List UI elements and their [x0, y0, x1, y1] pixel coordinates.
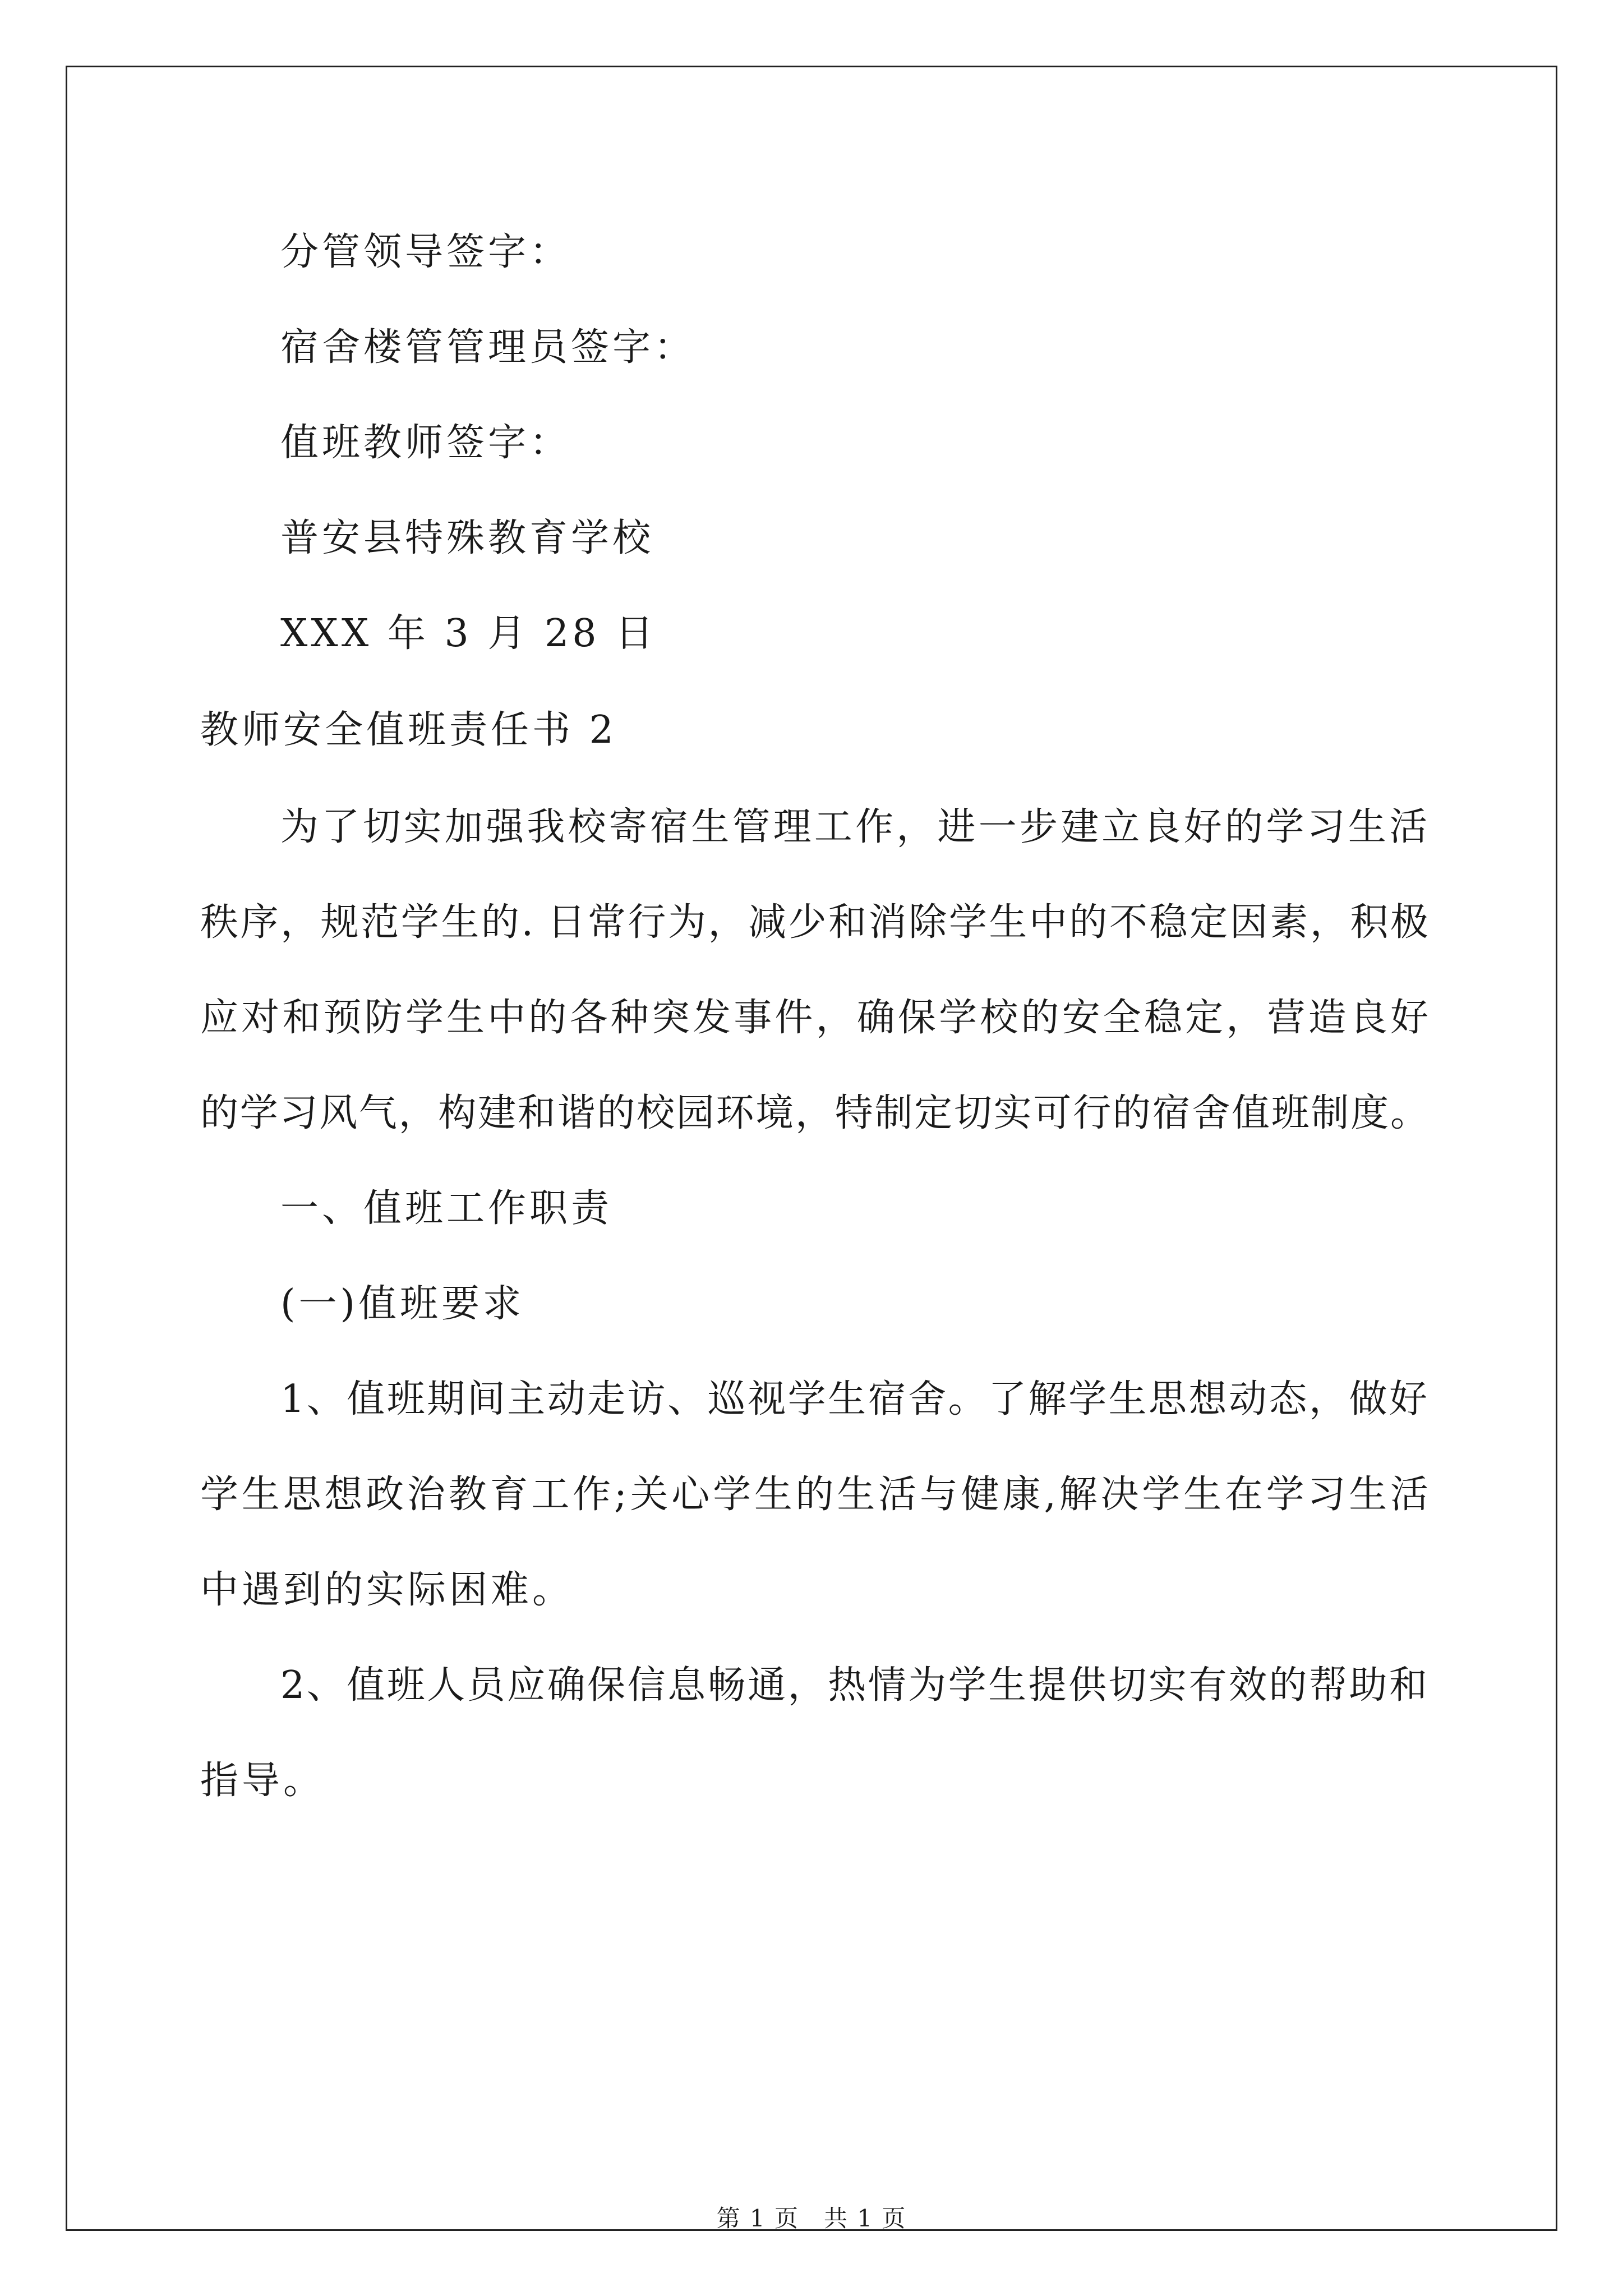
page-border	[66, 66, 1557, 2231]
item-1-line-1: 1、值班期间主动走访、巡视学生宿舍。了解学生思想动态，做好	[280, 1377, 1427, 1421]
signature-dorm-manager: 宿舍楼管管理员签字：	[280, 325, 696, 370]
item-1-line-2: 学生思想政治教育工作;关心学生的生活与健康,解决学生在学习生活	[200, 1473, 1428, 1517]
school-name: 普安县特殊教育学校	[280, 516, 654, 560]
item-2-line-2: 指导。	[200, 1759, 325, 1803]
page-footer: 第 1 页 共 1 页	[716, 2205, 907, 2232]
signature-leader: 分管领导签字：	[280, 230, 571, 274]
heading-duty-responsibilities: 一、值班工作职责	[280, 1186, 613, 1231]
intro-line-2: 秩序，规范学生的. 日常行为，减少和消除学生中的不稳定因素，积极	[200, 900, 1428, 945]
heading-duty-requirements: (一)值班要求	[280, 1282, 525, 1326]
intro-line-3: 应对和预防学生中的各种突发事件，确保学校的安全稳定，营造良好	[200, 996, 1428, 1040]
item-1-line-3: 中遇到的实际困难。	[200, 1568, 574, 1612]
signature-duty-teacher: 值班教师签字：	[280, 421, 571, 465]
intro-line-4: 的学习风气，构建和谐的校园环境，特制定切实可行的宿舍值班制度。	[200, 1091, 1428, 1135]
item-2-line-1: 2、值班人员应确保信息畅通，热情为学生提供切实有效的帮助和	[280, 1663, 1427, 1708]
section-title: 教师安全值班责任书 2	[200, 708, 617, 752]
document-date: XXX 年 3 月 28 日	[280, 611, 657, 656]
intro-line-1: 为了切实加强我校寄宿生管理工作，进一步建立良好的学习生活	[280, 805, 1427, 849]
